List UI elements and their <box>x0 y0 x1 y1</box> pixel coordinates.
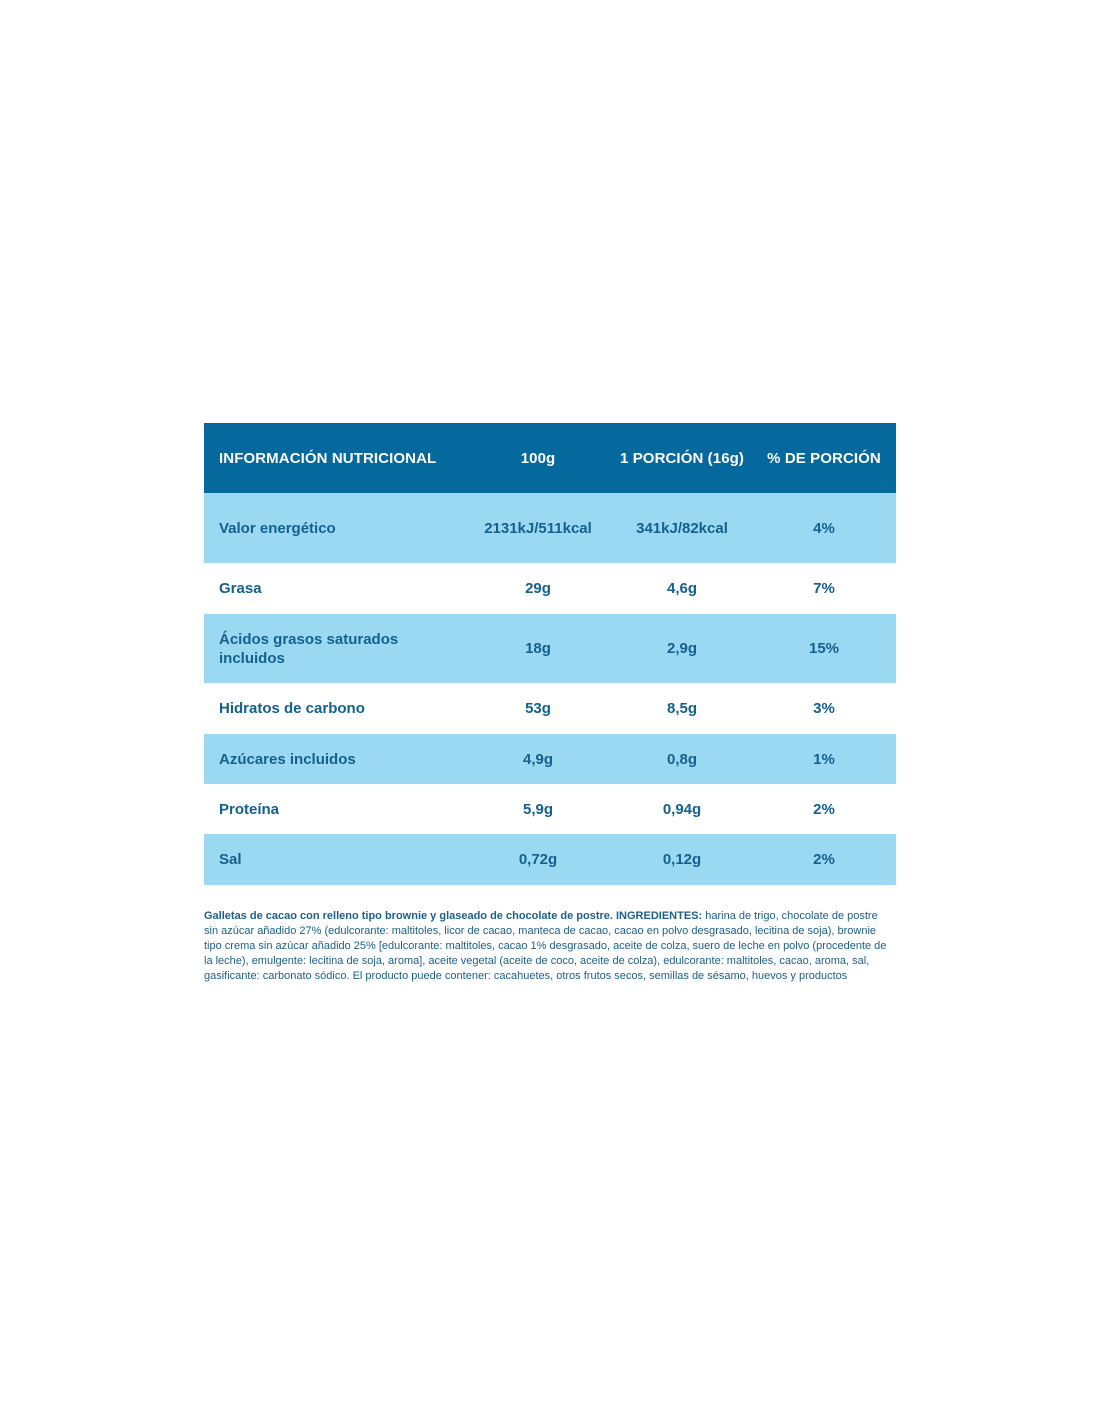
row-per-portion: 0,8g <box>612 734 752 784</box>
header-per-100g: 100g <box>464 423 612 493</box>
row-per-100g: 29g <box>464 563 612 614</box>
header-per-portion: 1 PORCIÓN (16g) <box>612 423 752 493</box>
table-row <box>204 834 896 885</box>
row-name: Sal <box>204 834 464 885</box>
row-portion-percent: 2% <box>752 784 896 834</box>
row-per-100g: 0,72g <box>464 834 612 885</box>
row-name: Valor energético <box>204 493 464 563</box>
table-row <box>204 683 896 734</box>
table-row <box>204 734 896 784</box>
header-portion-percent: % DE PORCIÓN <box>752 423 896 493</box>
row-portion-percent: 3% <box>752 683 896 734</box>
row-per-100g: 2131kJ/511kcal <box>464 493 612 563</box>
ingredients-list: harina de trigo, chocolate de postre sin azúcar añadido 27% (edulcorante: maltitoles, licor de cacao, manteca de cacao, cacao en polvo desgrasado, lecitina de soja), brownie tipo crema sin azúcar añadido 25% [edulcorante: maltitoles, cacao 1% desgrasado, aceite de colza, suero de leche en polvo (procedente de la leche), emulgente: lecitina de soja, aroma], aceite vegetal (aceite de coco, aceite de colza), edulcorante: maltitoles, cacao, aroma, sal, gasificante: carbonato sódico. El producto puede contener: cacahuetes, otros frutos secos, semillas de sésamo, huevos y productos <box>204 910 887 982</box>
row-portion-percent: 1% <box>752 734 896 784</box>
nutrition-table <box>204 423 896 885</box>
row-name: Proteína <box>204 784 464 834</box>
table-header-row <box>204 423 896 493</box>
row-per-100g: 18g <box>464 614 612 683</box>
row-per-portion: 341kJ/82kcal <box>612 493 752 563</box>
row-per-portion: 4,6g <box>612 563 752 614</box>
row-per-portion: 2,9g <box>612 614 752 683</box>
ingredients-text <box>204 909 894 984</box>
row-per-portion: 8,5g <box>612 683 752 734</box>
row-per-portion: 0,12g <box>612 834 752 885</box>
row-portion-percent: 2% <box>752 834 896 885</box>
row-portion-percent: 4% <box>752 493 896 563</box>
row-name: Azúcares incluidos <box>204 734 464 784</box>
row-per-100g: 5,9g <box>464 784 612 834</box>
row-name: Grasa <box>204 563 464 614</box>
row-portion-percent: 7% <box>752 563 896 614</box>
ingredients-lead: Galletas de cacao con relleno tipo brownie y glaseado de chocolate de postre. INGREDIENTES: <box>204 910 703 922</box>
table-row <box>204 563 896 614</box>
row-portion-percent: 15% <box>752 614 896 683</box>
row-per-100g: 53g <box>464 683 612 734</box>
table-row <box>204 784 896 834</box>
row-name: Ácidos grasos saturados incluidos <box>204 614 464 683</box>
row-name: Hidratos de carbono <box>204 683 464 734</box>
row-per-portion: 0,94g <box>612 784 752 834</box>
table-row <box>204 493 896 563</box>
header-nutrition-info: INFORMACIÓN NUTRICIONAL <box>204 423 464 493</box>
row-per-100g: 4,9g <box>464 734 612 784</box>
table-row <box>204 614 896 683</box>
